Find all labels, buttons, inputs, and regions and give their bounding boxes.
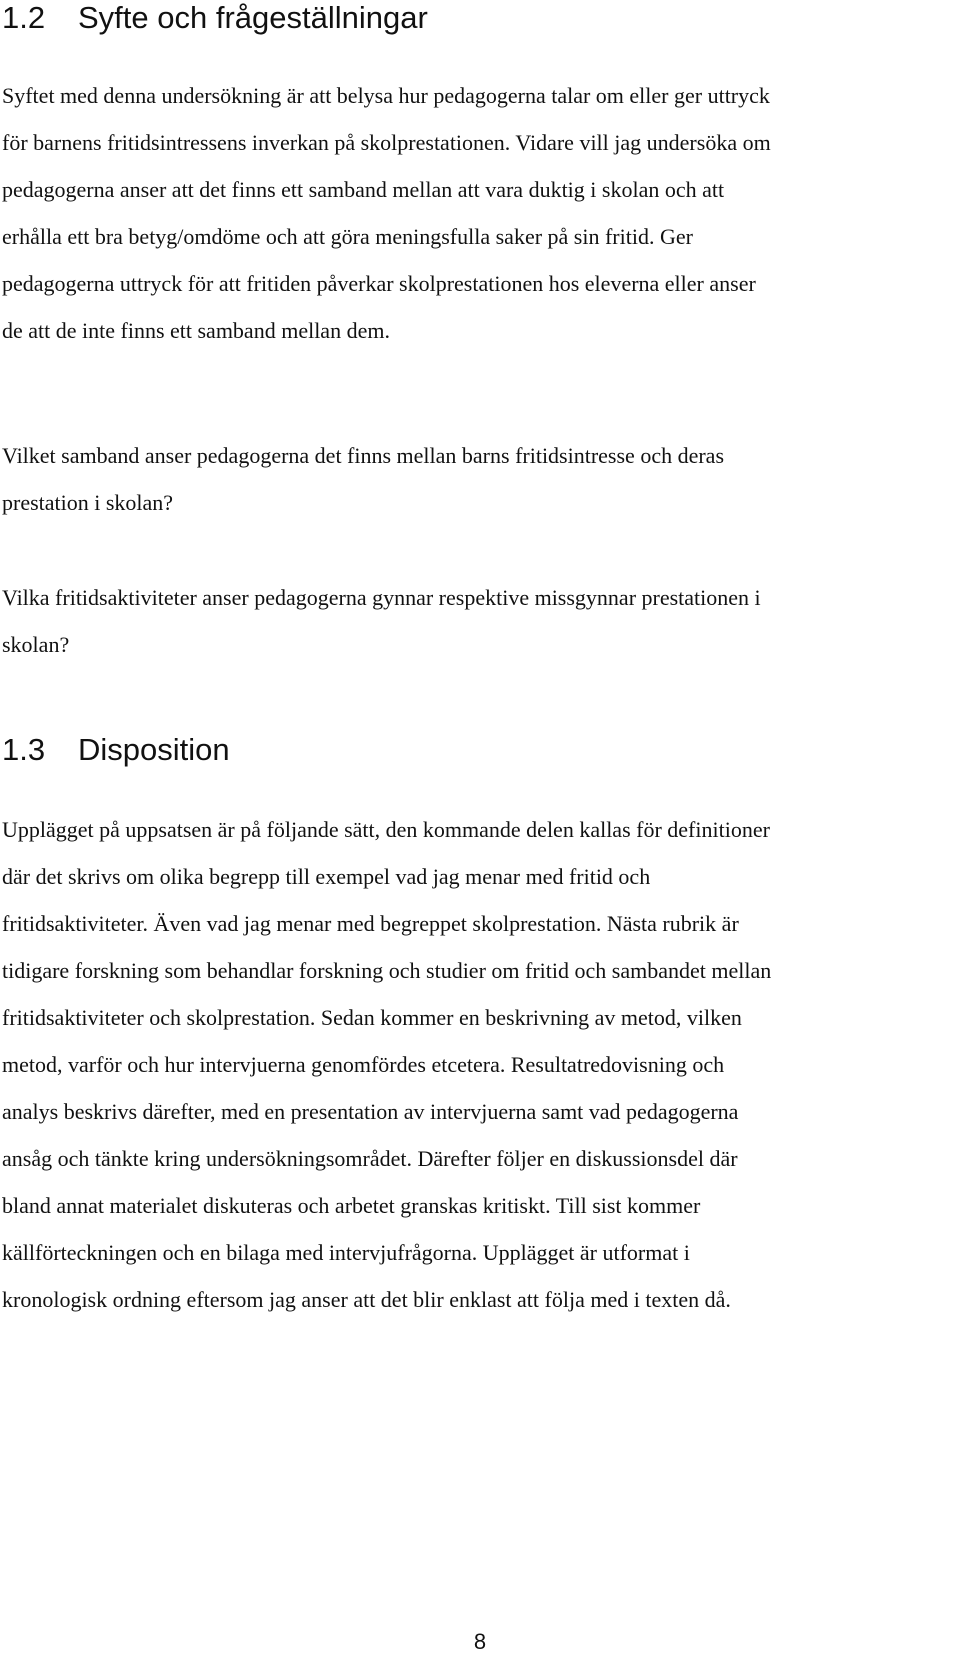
text-line: prestation i skolan? — [2, 490, 174, 515]
text-line: skolan? — [2, 632, 70, 657]
text-line: Vilka fritidsaktiviteter anser pedagogerna gynnar respektive missgynnar prestationen i — [2, 585, 761, 610]
text-line: pedagogerna anser att det finns ett samband mellan att vara duktig i skolan och att — [2, 177, 725, 202]
text-line: där det skrivs om olika begrepp till exempel vad jag menar med fritid och — [2, 864, 651, 889]
text-line: kronologisk ordning eftersom jag anser att det blir enklast att följa med i texten då. — [2, 1287, 731, 1312]
research-question-2 — [2, 574, 956, 668]
text-line: analys beskrivs därefter, med en presentation av intervjuerna samt vad pedagogerna — [2, 1099, 739, 1124]
text-line: pedagogerna uttryck för att fritiden påverkar skolprestationen hos eleverna eller anser — [2, 271, 756, 296]
text-line: för barnens fritidsintressens inverkan på skolprestationen. Vidare vill jag undersöka om — [2, 130, 771, 155]
text-line: ansåg och tänkte kring undersökningsområdet. Därefter följer en diskussionsdel där — [2, 1146, 738, 1171]
purpose-paragraph — [2, 72, 956, 354]
research-question-1 — [2, 432, 956, 526]
text-line: källförteckningen och en bilaga med intervjufrågorna. Upplägget är utformat i — [2, 1240, 690, 1265]
section-title: Disposition — [78, 732, 230, 767]
text-line: erhålla ett bra betyg/omdöme och att göra meningsfulla saker på sin fritid. Ger — [2, 224, 693, 249]
text-line: fritidsaktiviteter. Även vad jag menar med begreppet skolprestation. Nästa rubrik är — [2, 911, 739, 936]
section-title: Syfte och frågeställningar — [78, 0, 428, 35]
text-line: Upplägget på uppsatsen är på följande sätt, den kommande delen kallas för definitioner — [2, 817, 770, 842]
section-number: 1.3 — [2, 732, 46, 767]
text-line: de att de inte finns ett samband mellan dem. — [2, 318, 390, 343]
text-line: metod, varför och hur intervjuerna genomfördes etcetera. Resultatredovisning och — [2, 1052, 725, 1077]
page-number: 8 — [473, 1629, 487, 1654]
text-line: Vilket samband anser pedagogerna det finns mellan barns fritidsintresse och deras — [2, 443, 725, 468]
section-heading-1-2 — [2, 0, 428, 36]
section-heading-1-3 — [2, 732, 230, 768]
text-line: tidigare forskning som behandlar forskning och studier om fritid och sambandet mellan — [2, 958, 772, 983]
text-line: Syftet med denna undersökning är att belysa hur pedagogerna talar om eller ger uttryck — [2, 83, 770, 108]
text-line: fritidsaktiviteter och skolprestation. Sedan kommer en beskrivning av metod, vilken — [2, 1005, 742, 1030]
disposition-paragraph — [2, 806, 956, 1323]
section-number: 1.2 — [2, 0, 46, 35]
text-line: bland annat materialet diskuteras och arbetet granskas kritiskt. Till sist kommer — [2, 1193, 701, 1218]
